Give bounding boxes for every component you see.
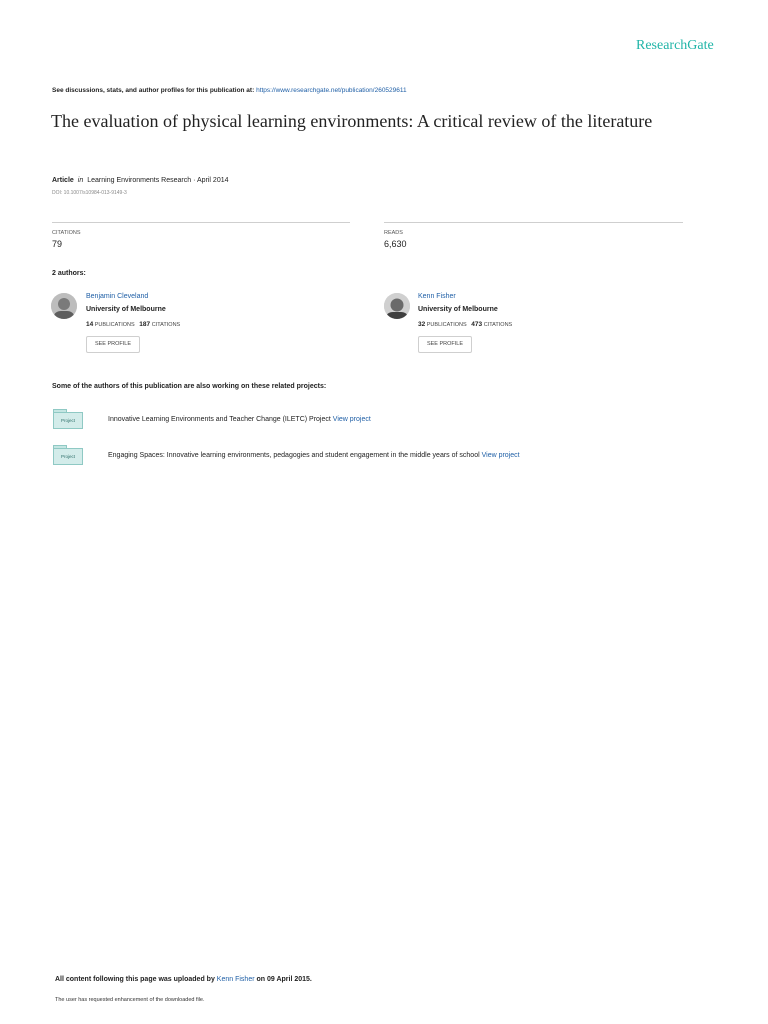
reads-count: 6,630 bbox=[384, 239, 407, 249]
publications-label: PUBLICATIONS bbox=[94, 322, 135, 328]
in-label: in bbox=[77, 177, 84, 184]
author-citations-label: CITATIONS bbox=[483, 322, 513, 328]
publication-url-link[interactable]: https://www.researchgate.net/publication/260529611 bbox=[256, 87, 407, 94]
researchgate-logo[interactable]: ResearchGate bbox=[636, 38, 714, 53]
upload-notice bbox=[55, 976, 312, 983]
authors-heading: 2 authors: bbox=[52, 270, 86, 277]
publications-count: 14 bbox=[86, 321, 94, 328]
author-institution: University of Melbourne bbox=[418, 306, 498, 313]
divider-left bbox=[52, 222, 350, 223]
project-title: Innovative Learning Environments and Teacher Change (ILETC) Project bbox=[108, 416, 331, 423]
project-icon-label: Project bbox=[53, 412, 83, 429]
publications-count: 32 bbox=[418, 321, 426, 328]
author-name-link[interactable]: Kenn Fisher bbox=[418, 293, 456, 300]
publication-title: The evaluation of physical learning environments: A critical review of the literature bbox=[51, 111, 653, 131]
project-icon-label: Project bbox=[53, 448, 83, 465]
project-item bbox=[108, 416, 371, 423]
author-name-link[interactable]: Benjamin Cleveland bbox=[86, 293, 149, 300]
citations-count: 79 bbox=[52, 239, 63, 249]
avatar[interactable] bbox=[51, 293, 77, 319]
enhancement-notice: The user has requested enhancement of the downloaded file. bbox=[55, 997, 205, 1003]
view-project-link[interactable]: View project bbox=[481, 452, 520, 459]
publication-meta bbox=[52, 177, 229, 184]
author-citations-label: CITATIONS bbox=[151, 322, 181, 328]
project-title: Engaging Spaces: Innovative learning environments, pedagogies and student engagement in the middle years of school bbox=[108, 452, 480, 459]
doi: DOI: 10.1007/s10984-013-9149-3 bbox=[52, 190, 127, 196]
author-stats bbox=[86, 321, 180, 328]
journal-name: Learning Environments Research bbox=[87, 177, 192, 184]
see-profile-button[interactable]: SEE PROFILE bbox=[418, 336, 472, 353]
citations-label: CITATIONS bbox=[52, 230, 81, 236]
upload-suffix: on 09 April 2015. bbox=[256, 976, 312, 983]
avatar[interactable] bbox=[384, 293, 410, 319]
reads-label: READS bbox=[384, 230, 403, 236]
author-citations-count: 187 bbox=[139, 321, 151, 328]
publication-date: · April 2014 bbox=[193, 177, 229, 184]
discussions-text: See discussions, stats, and author profiles for this publication at: bbox=[52, 87, 255, 94]
see-profile-button[interactable]: SEE PROFILE bbox=[86, 336, 140, 353]
discussions-line bbox=[52, 87, 407, 94]
project-folder-icon[interactable] bbox=[53, 445, 83, 465]
project-folder-icon[interactable] bbox=[53, 409, 83, 429]
upload-prefix: All content following this page was uploaded by bbox=[55, 976, 215, 983]
project-item bbox=[108, 452, 520, 459]
divider-right bbox=[384, 222, 683, 223]
author-stats bbox=[418, 321, 512, 328]
publication-type: Article bbox=[52, 177, 74, 184]
publications-label: PUBLICATIONS bbox=[426, 322, 467, 328]
uploader-link[interactable]: Kenn Fisher bbox=[216, 976, 255, 983]
view-project-link[interactable]: View project bbox=[332, 416, 371, 423]
author-citations-count: 473 bbox=[471, 321, 483, 328]
author-institution: University of Melbourne bbox=[86, 306, 166, 313]
related-projects-heading: Some of the authors of this publication are also working on these related projects: bbox=[52, 383, 327, 390]
